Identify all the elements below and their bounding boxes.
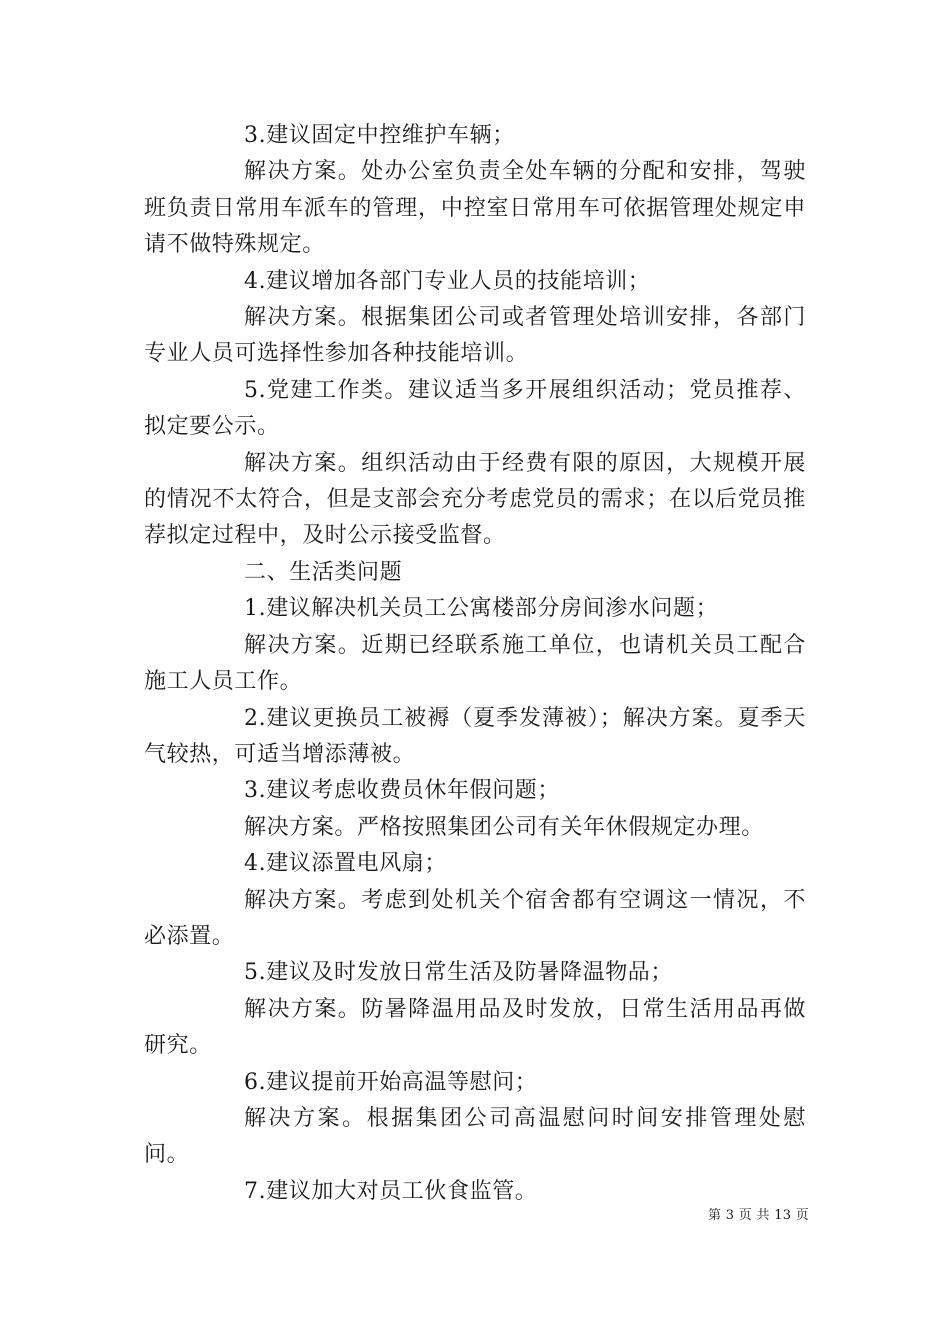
paragraph-solution-heat-visit: 解决方案。根据集团公司高温慰问时间安排管理处慰问。: [144, 1105, 806, 1168]
paragraph-item-5-party: 5.党建工作类。建议适当多开展组织活动；党员推荐、拟定要公示。: [144, 377, 806, 440]
paragraph-item-6-heat-visit: 6.建议提前开始高温等慰问；: [244, 1069, 538, 1095]
paragraph-item-5-supplies: 5.建议及时发放日常生活及防暑降温物品；: [244, 960, 673, 986]
paragraph-solution-fan: 解决方案。考虑到处机关个宿舍都有空调这一情况，不必添置。: [144, 887, 806, 949]
paragraph-item-1-leak: 1.建议解决机关员工公寓楼部分房间渗水问题；: [244, 596, 719, 622]
paragraph-item-7-canteen: 7.建议加大对员工伙食监管。: [244, 1178, 538, 1204]
paragraph-solution-supplies: 解决方案。防暑降温用品及时发放，日常生活用品再做研究。: [144, 996, 806, 1059]
paragraph-solution-vehicle: 解决方案。处办公室负责全处车辆的分配和安排，驾驶班负责日常用车派车的管理，中控室日常用车可依据管理处规定申请不做特殊规定。: [144, 159, 806, 258]
paragraph-solution-leave: 解决方案。严格按照集团公司有关年休假规定办理。: [244, 814, 764, 840]
document-body: [144, 118, 806, 1210]
paragraph-solution-leak: 解决方案。近期已经联系施工单位，也请机关员工配合施工人员工作。: [144, 632, 806, 695]
paragraph-solution-training: 解决方案。根据集团公司或者管理处培训安排，各部门专业人员可选择性参加各种技能培训。: [144, 305, 806, 367]
paragraph-solution-party: 解决方案。组织活动由于经费有限的原因，大规模开展的情况不太符合，但是支部会充分考虑党员的需求；在以后党员推荐拟定过程中，及时公示接受监督。: [144, 450, 806, 549]
paragraph-item-2-bedding: 2.建议更换员工被褥（夏季发薄被）；解决方案。夏季天气较热，可适当增添薄被。: [144, 705, 806, 767]
paragraph-item-4-training: 4.建议增加各部门专业人员的技能培训；: [244, 268, 651, 294]
paragraph-item-4-fan: 4.建议添置电风扇；: [244, 851, 447, 877]
page-number-footer: 第 3 页 共 13 页: [708, 1208, 810, 1223]
paragraph-item-3-leave: 3.建议考虑收费员休年假问题；: [244, 778, 560, 804]
section-heading-living: 二、生活类问题: [244, 559, 403, 585]
paragraph-item-3-vehicle: 3.建议固定中控维护车辆；: [244, 123, 515, 148]
